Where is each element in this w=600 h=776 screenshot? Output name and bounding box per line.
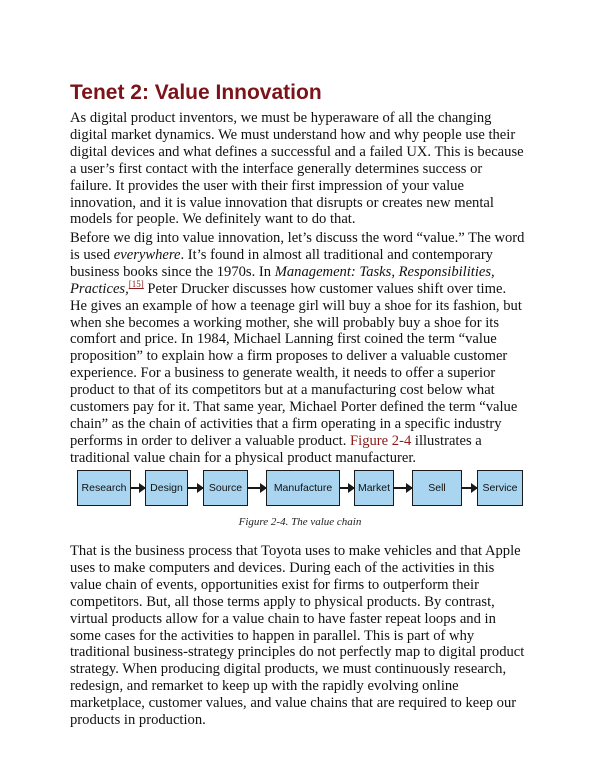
step-manufacture: Manufacture [266,470,340,506]
book-title: Management: Tasks, Responsibilities, Practices, [70,263,495,297]
paragraph-2-text-4: illustrates a traditional value chain for a physical product manufacturer. [70,432,482,466]
arrow-5 [394,487,412,489]
emphasis-everywhere: everywhere [113,246,181,263]
arrow-1 [131,487,145,489]
step-research: Research [77,470,131,506]
arrow-2 [188,487,203,489]
paragraph-2-text-1: Before we dig into value innovation, let’s discuss the word “value.” The word is used [70,230,525,263]
paragraph-2-text-3: Peter Drucker discusses how customer values shift over time. He gives an example of how a teenage girl will buy a shoe for its fashion, but when she becomes a working mother, she will probably buy a shoe for its comfort and price. In 1984, Michael Lanning first coined the term “value proposition” to explain how a firm proposes to deliver a valuable customer experience. For a business to generate wealth, it needs to offer a superior product to that of its competitors but at a manufacturing cost below what customers pay for it. That same year, Michael Porter defined the term “value chain” as the chain of activities that a firm operating in a specific industry performs in order to deliver a valuable product. [70,280,522,449]
paragraph-1: As digital product inventors, we must be hyperaware of all the changing digital market dynamics. We must understand how and why people use their digital devices and what defines a successful and a failed UX. This is because a user’s first contact with the interface generally determines success or failure. It provides the user with their first impression of your value innovation, and it is value innovation that disrupts or creates new mental models for people. We definitely want to do that. [70,110,524,228]
arrow-6 [462,487,477,489]
paragraph-2 [70,230,526,467]
paragraph-3: That is the business process that Toyota uses to make vehicles and that Apple uses to make computers and devices. During each of the activities in this value chain of events, opportunities exist for firms to outperform their competitors. But, all those terms apply to physical products. By contrast, virtual products allow for a value chain to have faster repeat loops and in some cases for the activities to happen in parallel. This is part of why traditional business-strategy principles do not perfectly map to digital product strategy. When producing digital products, we must continuously research, redesign, and remarket to keep up with the rapidly evolving online marketplace, customer values, and value chains that are required to keep our products in production. [70,543,525,729]
figure-reference-link[interactable]: Figure 2-4 [350,432,412,449]
value-chain-diagram [77,470,527,508]
step-design: Design [145,470,188,506]
step-sell: Sell [412,470,462,506]
step-market: Market [354,470,394,506]
arrow-3 [248,487,266,489]
step-source: Source [203,470,248,506]
step-service: Service [477,470,523,506]
footnote-link[interactable]: [15] [128,278,144,289]
section-heading: Tenet 2: Value Innovation [70,81,322,104]
arrow-4 [340,487,354,489]
figure-caption: Figure 2-4. The value chain [238,516,362,528]
paragraph-2-text-2: . It’s found in almost all traditional and contemporary business books since the 1970s. In [70,246,493,280]
